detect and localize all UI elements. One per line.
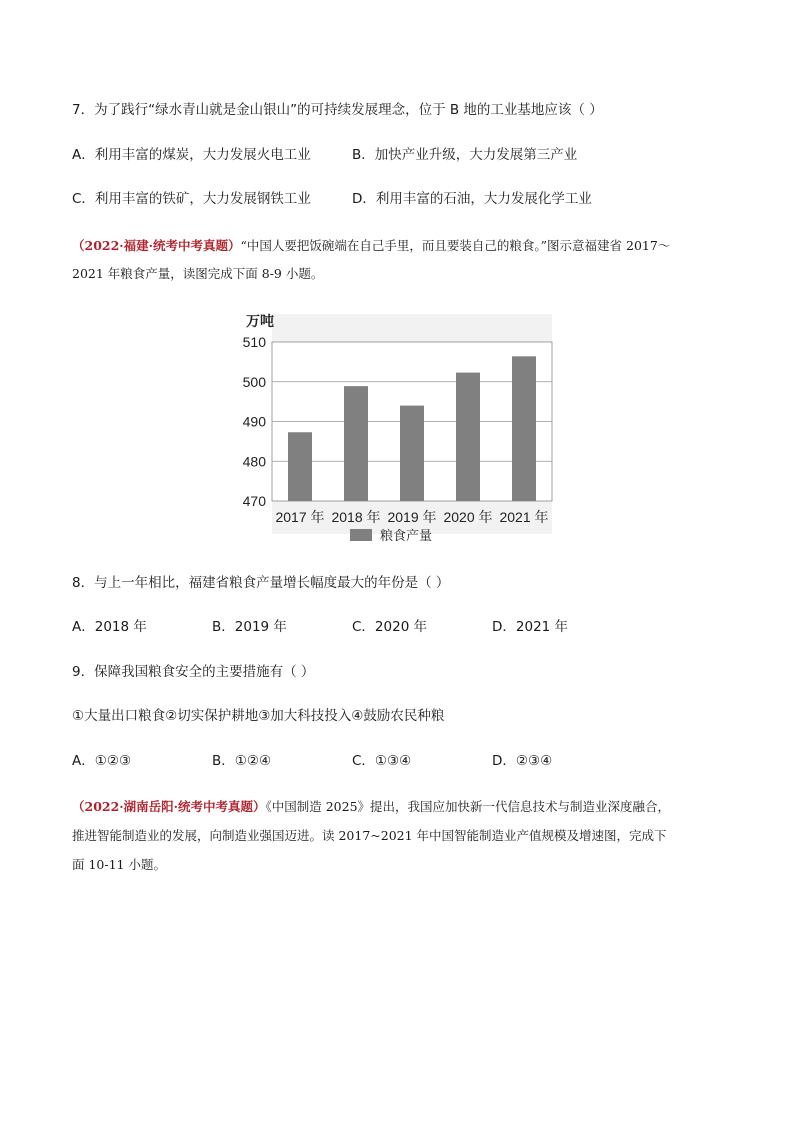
intro1-line1	[72, 236, 670, 256]
bar-2018	[344, 386, 368, 501]
y-axis-unit: 万吨	[246, 313, 274, 329]
q9-stem: 9．保障我国粮食安全的主要措施有（ ）	[72, 664, 315, 680]
q9-items: ①大量出口粮食②切实保护耕地③加大科技投入④鼓励农民种粮	[72, 708, 445, 724]
bar-2020	[456, 373, 480, 501]
legend-swatch	[350, 529, 372, 541]
intro1-text1: “中国人要把饭碗端在自己手里，而且要装自己的粮食。”图示意福建省 2017～	[240, 238, 671, 253]
bar-2019	[400, 406, 424, 501]
y-tick-label: 480	[242, 453, 266, 470]
bar-2021	[512, 356, 536, 501]
intro1-source: （2022·福建·统考中考真题）	[72, 238, 241, 253]
q7-stem: 7．为了践行“绿水青山就是金山银山”的可持续发展理念，位于 B 地的工业基地应该（ ）	[72, 102, 603, 118]
q9-option-a: A．①②③	[72, 753, 132, 769]
y-tick-label: 490	[242, 413, 266, 430]
x-tick-label: 2020 年	[443, 509, 493, 525]
intro2-text1: 《中国制造 2025》提出，我国应加快新一代信息技术与制造业深度融合，	[265, 799, 671, 814]
q7-option-d: D．利用丰富的石油，大力发展化学工业	[352, 191, 592, 207]
q7-option-a: A．利用丰富的煤炭，大力发展火电工业	[72, 147, 311, 163]
intro2-line3: 面 10-11 小题。	[72, 857, 166, 872]
grain-output-chart	[230, 308, 560, 558]
q8-option-a: A．2018 年	[72, 619, 147, 635]
y-tick-label: 500	[242, 373, 266, 390]
x-tick-label: 2021 年	[499, 509, 549, 525]
q9-option-b: B．①②④	[212, 753, 272, 769]
intro2-line1	[72, 797, 670, 817]
intro2-line2: 推进智能制造业的发展，向制造业强国迈进。读 2017~2021 年中国智能制造业产值规模及增速图，完成下	[72, 828, 667, 843]
intro1-line2: 2021 年粮食产量，读图完成下面 8-9 小题。	[72, 266, 324, 281]
q8-option-c: C．2020 年	[352, 619, 428, 635]
q7-option-c: C．利用丰富的铁矿，大力发展钢铁工业	[72, 191, 311, 207]
q8-option-d: D．2021 年	[492, 619, 569, 635]
legend-label: 粮食产量	[380, 528, 433, 543]
x-tick-label: 2019 年	[387, 509, 437, 525]
y-tick-label: 470	[242, 493, 266, 509]
q8-stem: 8．与上一年相比，福建省粮食产量增长幅度最大的年份是（ ）	[72, 575, 450, 591]
y-tick-label: 510	[242, 334, 266, 350]
intro2-source: （2022·湖南岳阳·统考中考真题）	[72, 799, 266, 814]
q8-option-b: B．2019 年	[212, 619, 287, 635]
x-tick-label: 2017 年	[275, 509, 325, 525]
q9-option-d: D．②③④	[492, 753, 553, 769]
q7-option-b: B．加快产业升级，大力发展第三产业	[352, 147, 578, 163]
x-tick-label: 2018 年	[331, 509, 381, 525]
q9-option-c: C．①③④	[352, 753, 412, 769]
bar-2017	[288, 432, 312, 501]
